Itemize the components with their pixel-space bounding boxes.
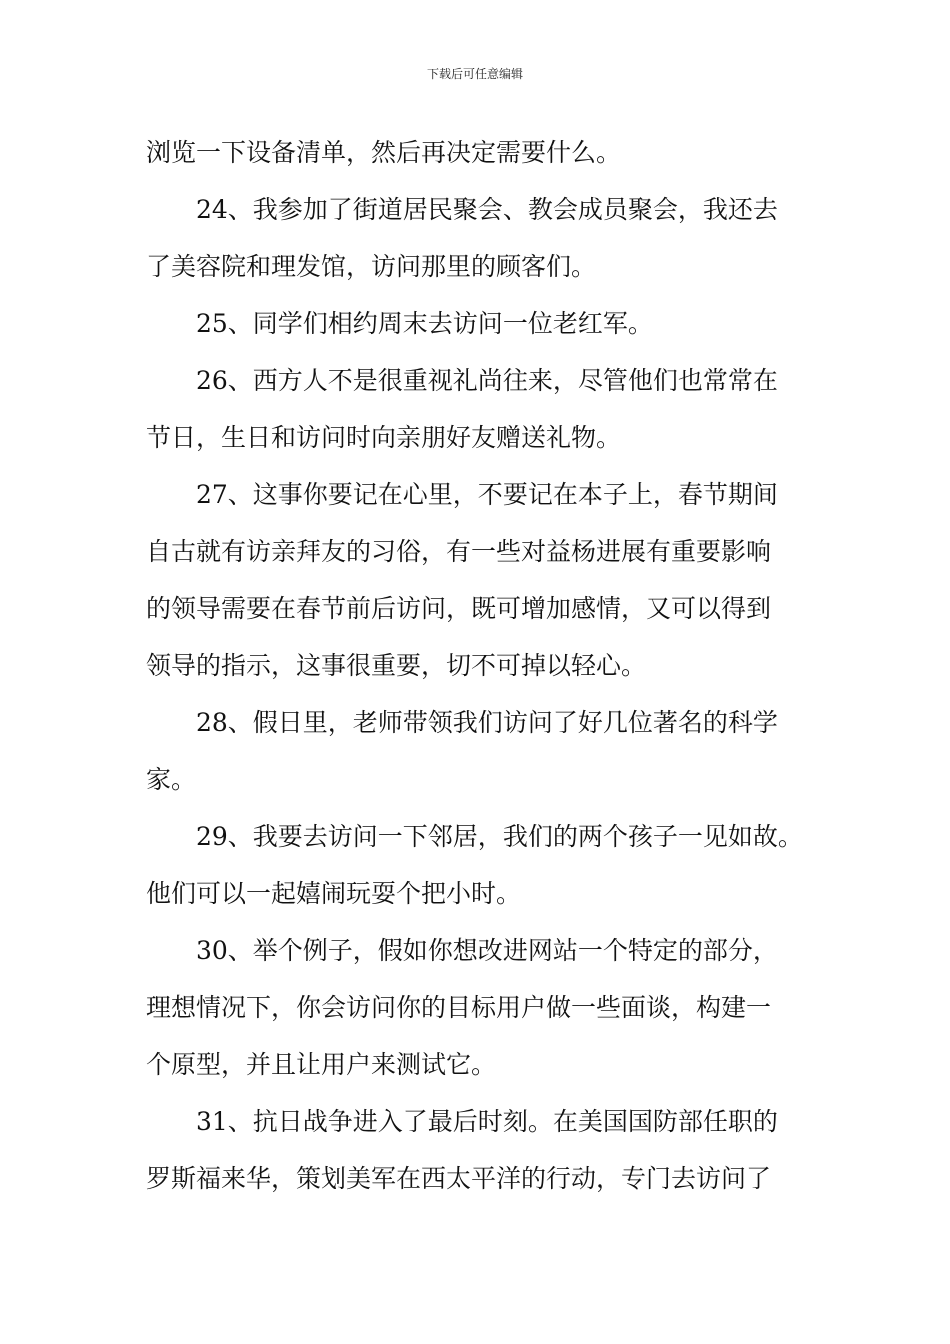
text-line: 罗斯福来华，策划美军在西太平洋的行动，专门去访问了 — [146, 1164, 772, 1193]
text-line: 26、西方人不是很重视礼尚往来，尽管他们也常常在 — [196, 366, 778, 395]
text-line: 节日，生日和访问时向亲朋好友赠送礼物。 — [146, 423, 622, 452]
text-line: 25、同学们相约周末去访问一位老红军。 — [196, 309, 653, 338]
text-line: 家。 — [146, 765, 197, 794]
text-line: 自古就有访亲拜友的习俗，有一些对益杨进展有重要影响 — [146, 537, 772, 566]
text-line: 浏览一下设备清单，然后再决定需要什么。 — [146, 138, 622, 167]
text-line: 27、这事你要记在心里，不要记在本子上，春节期间 — [196, 480, 778, 509]
text-line: 24、我参加了街道居民聚会、教会成员聚会，我还去 — [196, 195, 778, 224]
text-line: 29、我要去访问一下邻居，我们的两个孩子一见如故。 — [196, 822, 803, 851]
text-line: 28、假日里，老师带领我们访问了好几位著名的科学 — [196, 708, 778, 737]
text-line: 领导的指示，这事很重要，切不可掉以轻心。 — [146, 651, 647, 680]
text-line: 的领导需要在春节前后访问，既可增加感情，又可以得到 — [146, 594, 772, 623]
text-line: 了美容院和理发馆，访问那里的顾客们。 — [146, 252, 597, 281]
text-line: 理想情况下，你会访问你的目标用户做一些面谈，构建一 — [146, 993, 772, 1022]
text-line: 30、举个例子，假如你想改进网站一个特定的部分， — [196, 936, 778, 965]
text-line: 31、抗日战争进入了最后时刻。在美国国防部任职的 — [196, 1107, 778, 1136]
text-line: 个原型，并且让用户来测试它。 — [146, 1050, 497, 1079]
page-header: 下载后可任意编辑 — [426, 67, 523, 81]
text-line: 他们可以一起嬉闹玩耍个把小时。 — [146, 879, 522, 908]
